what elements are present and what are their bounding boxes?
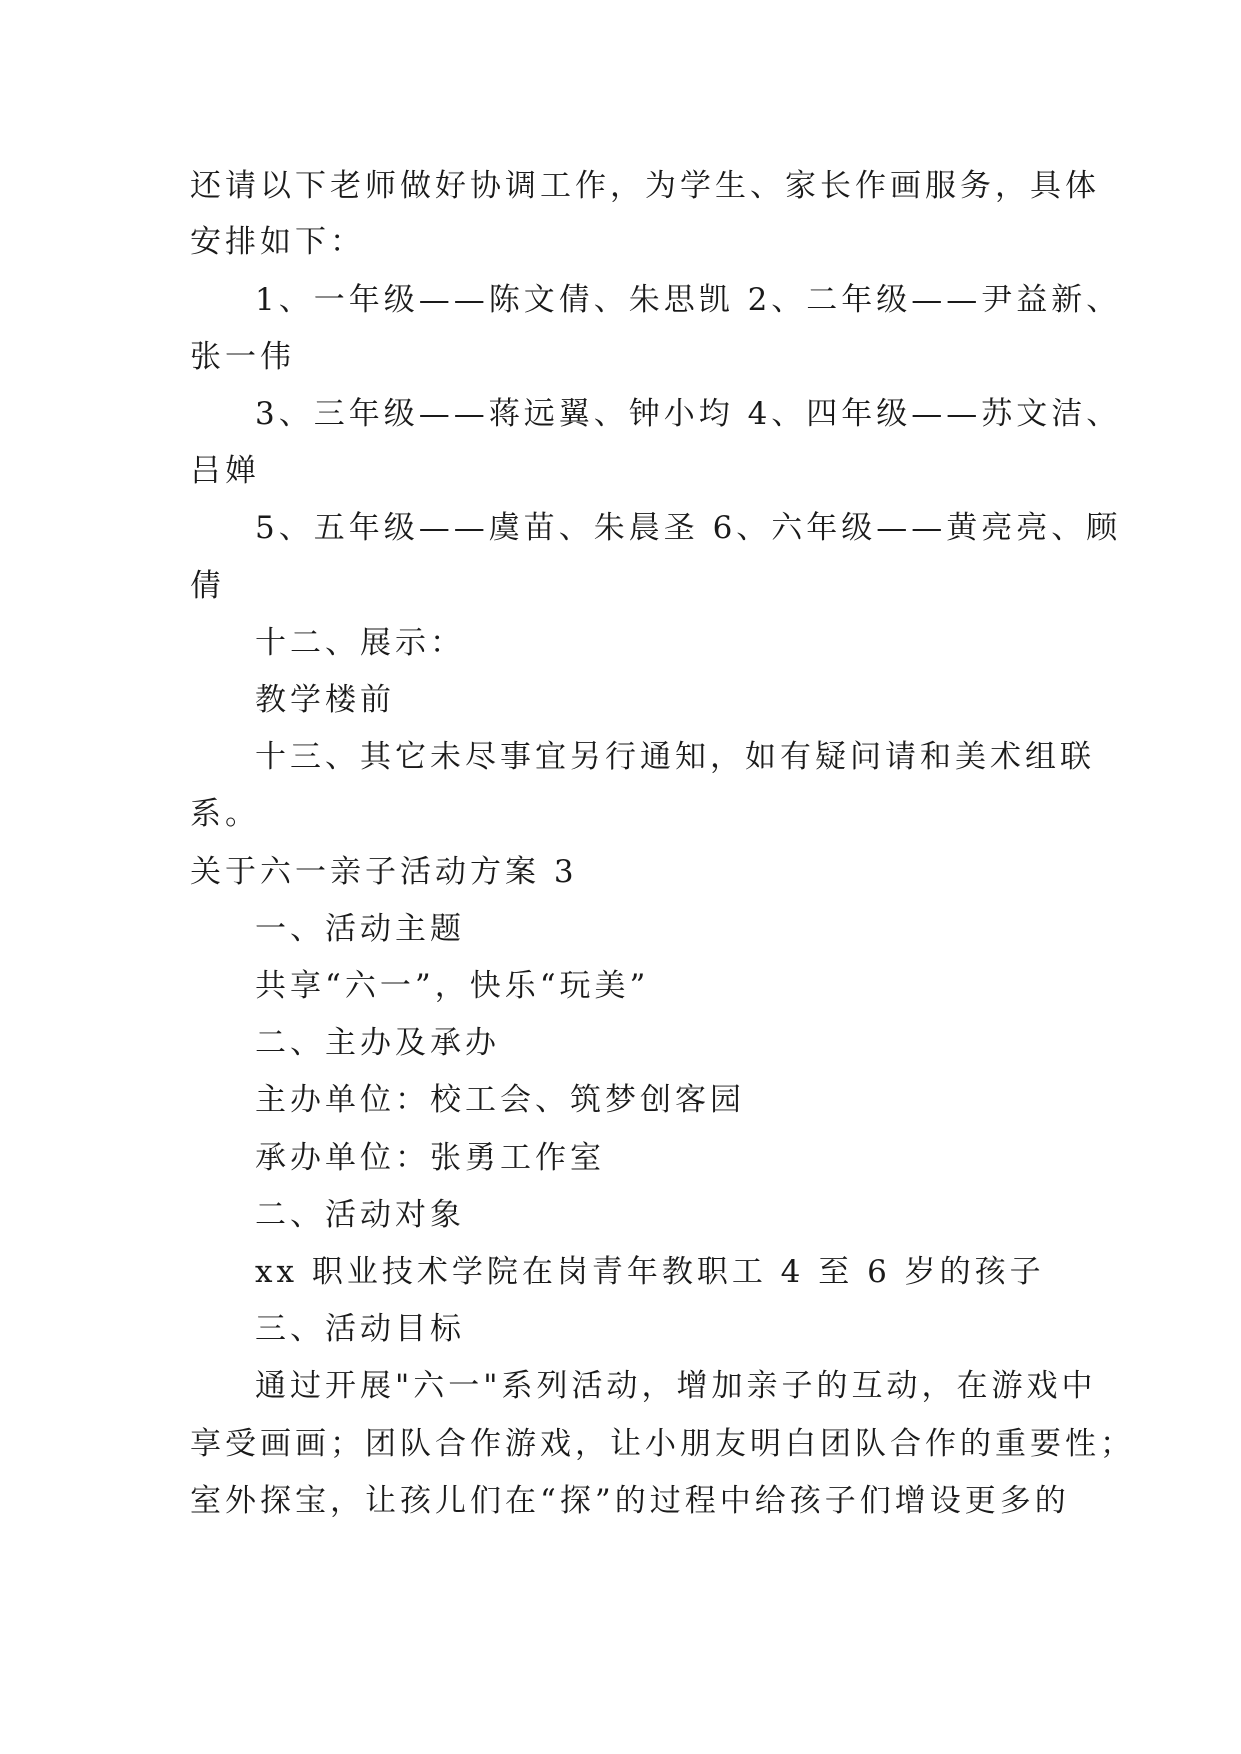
paragraph-line: 承办单位：张勇工作室 (255, 1140, 605, 1176)
paragraph-line: 倩 (190, 568, 225, 604)
paragraph-line: 安排如下： (190, 224, 365, 260)
paragraph-line: 1、一年级——陈文倩、朱思凯 2、二年级——尹益新、 (255, 282, 1122, 318)
paragraph-line: 5、五年级——虞苗、朱晨圣 6、六年级——黄亮亮、顾 (255, 510, 1122, 546)
paragraph-line: 享受画画；团队合作游戏，让小朋友明白团队合作的重要性； (190, 1426, 1135, 1462)
paragraph-line: 主办单位：校工会、筑梦创客园 (255, 1082, 745, 1118)
paragraph-line: 系。 (190, 796, 260, 832)
paragraph-line: 张一伟 (190, 339, 295, 375)
paragraph-line: 共享“六一”，快乐“玩美” (255, 968, 650, 1004)
paragraph-line: 3、三年级——蒋远翼、钟小均 4、四年级——苏文洁、 (255, 396, 1122, 432)
paragraph-line: 教学楼前 (255, 682, 395, 718)
section-heading: 三、活动目标 (255, 1311, 465, 1347)
paragraph-line: 吕婵 (190, 453, 260, 489)
section-heading: 十三、其它未尽事宜另行通知，如有疑问请和美术组联 (255, 739, 1095, 775)
document-title: 关于六一亲子活动方案 3 (190, 854, 578, 890)
section-heading: 一、活动主题 (255, 911, 465, 947)
section-heading: 二、主办及承办 (255, 1025, 500, 1061)
paragraph-line: 通过开展"六一"系列活动，增加亲子的互动，在游戏中 (255, 1368, 1097, 1404)
paragraph-line: 还请以下老师做好协调工作，为学生、家长作画服务，具体 (190, 168, 1100, 204)
paragraph-line: xx 职业技术学院在岗青年教职工 4 至 6 岁的孩子 (255, 1254, 1045, 1290)
section-heading: 十二、展示： (255, 625, 465, 661)
section-heading: 二、活动对象 (255, 1197, 465, 1233)
paragraph-line: 室外探宝，让孩儿们在“探”的过程中给孩子们增设更多的 (190, 1483, 1070, 1519)
